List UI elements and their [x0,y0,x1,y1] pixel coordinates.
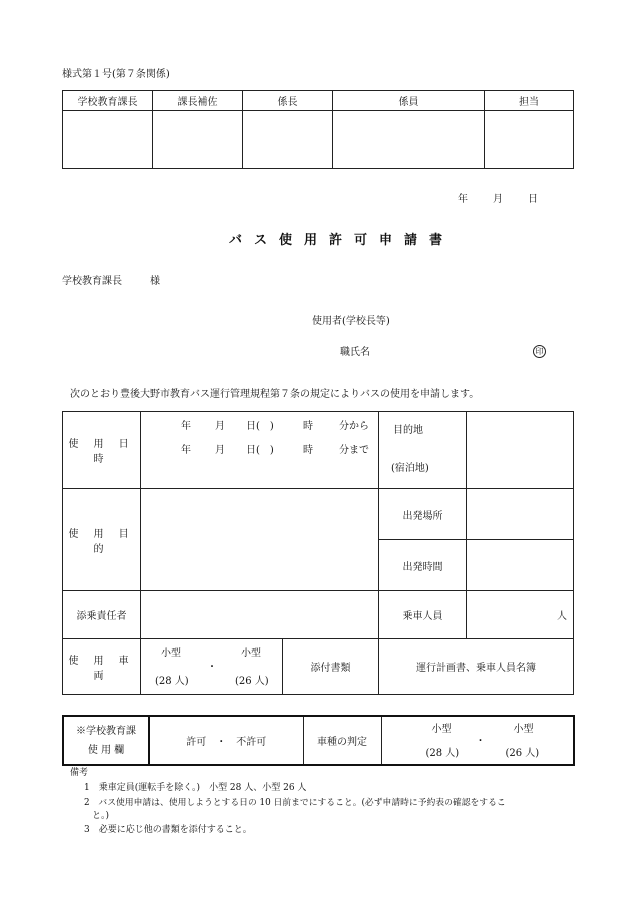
vehicle-small-b-label: 小型 [241,648,261,659]
approval-header-staff: 係員 [333,91,485,111]
approval-header-deputy: 課長補佐 [153,91,243,111]
destination-label-cell [379,412,467,489]
lodging-label: (宿泊地) [391,463,429,474]
date-month-label: 月 [493,194,503,205]
addressee-honorific: 様 [150,276,160,287]
judgement-small-a-label: 小型 [431,724,452,735]
destination-label: 目的地 [393,425,423,436]
applicant-role-label: 使用者(学校長等) [312,316,390,327]
application-table [62,411,574,695]
from-suffix-label: 分から [339,421,369,432]
escort-field[interactable] [141,591,379,639]
intro-text: 次のとおり豊後大野市教育バス運行管理規程第７条の規定によりバスの使用を申請します。 [70,389,480,400]
permit-choice[interactable]: 許可 ・ 不許可 [149,716,303,765]
date-day-label: 日 [528,194,538,205]
date-year-label: 年 [458,194,468,205]
departure-place-field[interactable] [467,489,574,540]
from-hour-label: 時 [303,421,313,432]
usage-purpose-field[interactable] [141,489,379,591]
usage-datetime-label: 使 用 日 時 [63,412,141,489]
note-item-2: 2 バス使用申請は、使用しようとする日の 10 日前までにすること。(必ず申請時に予約表の確認をするこ [84,798,506,808]
note-item-3: 3 必要に応じ他の書類を添付すること。 [84,825,252,835]
vehicle-separator-dot: ・ [207,662,217,673]
to-month-label: 月 [215,445,225,456]
to-day-label: 日( ) [246,445,274,456]
from-year-label: 年 [181,421,191,432]
from-month-label: 月 [215,421,225,432]
departure-time-label: 出発時間 [379,540,467,591]
to-year-label: 年 [181,445,191,456]
page-title: バス使用許可申請書 [229,233,455,248]
vehicle-label: 使 用 車 両 [63,639,141,695]
passengers-unit: 人 [557,611,567,622]
addressee-name: 学校教育課長 [62,276,122,287]
approval-header-incharge: 担当 [485,91,574,111]
destination-field[interactable] [467,412,574,489]
notes-heading: 備考 [70,768,89,778]
office-use-label-line2: 使 用 欄 [87,744,125,756]
approval-table [62,90,574,169]
vehicle-choice-field[interactable] [141,639,283,695]
vehicle-small-b-capacity: (26 人) [235,676,269,687]
departure-time-field[interactable] [467,540,574,591]
vehicle-judgement-choice[interactable] [381,716,574,765]
escort-label: 添乗責任者 [63,591,141,639]
judgement-small-b-label: 小型 [513,724,534,735]
note-item-1: 1 乗車定員(運転手を除く。) 小型 28 人、小型 26 人 [84,783,307,793]
vehicle-small-a-capacity: (28 人) [155,676,189,687]
approval-header-director: 学校教育課長 [63,91,153,111]
judgement-small-b-capacity: (26 人) [505,748,540,759]
passengers-field[interactable] [467,591,574,639]
seal-icon: 印 [533,345,546,358]
office-use-label-line1: ※学校教育課 [76,725,136,737]
vehicle-judgement-label: 車種の判定 [303,716,381,765]
office-use-label [63,716,149,765]
form-label: 様式第１号(第７条関係) [62,69,170,80]
approval-stamp-chief[interactable] [243,111,333,169]
attachments-value: 運行計画書、乗車人員名簿 [379,639,574,695]
applicant-name-label: 職氏名 [340,347,370,358]
approval-stamp-staff[interactable] [333,111,485,169]
to-hour-label: 時 [303,445,313,456]
attachments-label: 添付書類 [283,639,379,695]
departure-place-label: 出発場所 [379,489,467,540]
approval-stamp-director[interactable] [63,111,153,169]
judgement-separator-dot: ・ [475,736,486,747]
usage-purpose-label: 使 用 目 的 [63,489,141,591]
applicant-name-field[interactable] [375,343,525,361]
approval-stamp-incharge[interactable] [485,111,574,169]
office-use-table [62,715,575,766]
approval-stamp-deputy[interactable] [153,111,243,169]
to-suffix-label: 分まで [339,445,369,456]
usage-datetime-field[interactable] [141,412,379,489]
judgement-small-a-capacity: (28 人) [425,748,460,759]
passengers-label: 乗車人員 [379,591,467,639]
from-day-label: 日( ) [246,421,274,432]
approval-header-chief: 係長 [243,91,333,111]
note-item-2-cont: と。) [92,811,110,821]
vehicle-small-a-label: 小型 [161,648,181,659]
